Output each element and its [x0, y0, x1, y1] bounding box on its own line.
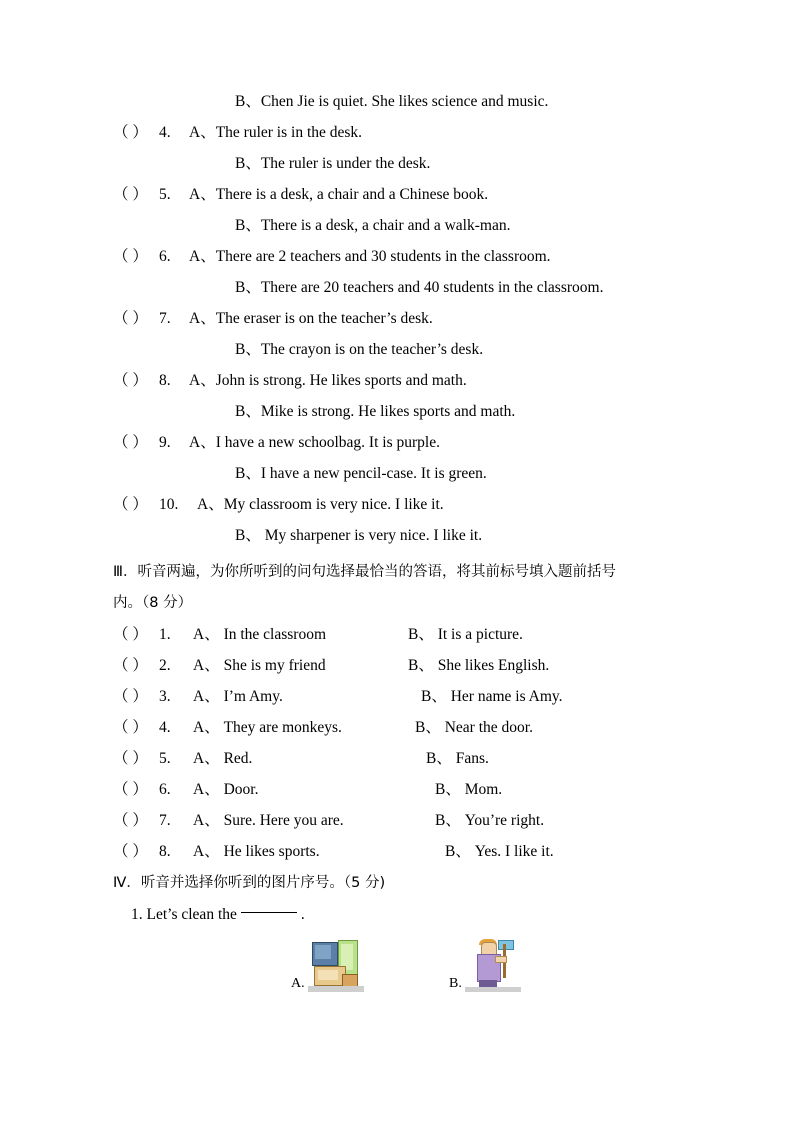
- list-item: [113, 458, 683, 489]
- option-a: A、 She is my friend: [193, 657, 326, 674]
- option-text: B、I have a new pencil-case. It is green.: [235, 465, 487, 482]
- list-item: [113, 712, 683, 743]
- item-number: 3.: [159, 688, 171, 705]
- section-3-heading-line2: 内。（8 分）: [113, 595, 193, 611]
- item-number: 7.: [159, 812, 171, 829]
- option-text: B、The ruler is under the desk.: [235, 155, 431, 172]
- answer-bracket[interactable]: （ ）: [113, 186, 148, 203]
- list-item: [113, 619, 683, 650]
- option-text: A、My classroom is very nice. I like it.: [197, 496, 444, 513]
- list-item: [113, 241, 683, 272]
- option-text: A、There is a desk, a chair and a Chinese book.: [189, 186, 489, 203]
- list-item: [113, 743, 683, 774]
- item-number: 9.: [159, 434, 171, 451]
- item-number: 1.: [159, 626, 171, 643]
- option-b: B、 Fans.: [426, 750, 489, 767]
- answer-bracket[interactable]: （ ）: [113, 812, 148, 829]
- option-a: A、 In the classroom: [193, 626, 327, 643]
- list-item: [113, 272, 683, 303]
- option-b: B、 She likes English.: [408, 657, 550, 674]
- option-text: A、There are 2 teachers and 30 students in the classroom.: [189, 248, 551, 265]
- answer-bracket[interactable]: （ ）: [113, 372, 148, 389]
- option-text: A、John is strong. He likes sports and math.: [189, 372, 467, 389]
- picture-option-b[interactable]: [449, 936, 521, 994]
- option-text: A、The ruler is in the desk.: [189, 124, 363, 141]
- answer-bracket[interactable]: （ ）: [113, 688, 148, 705]
- item-number: 8.: [159, 372, 171, 389]
- list-item: [113, 365, 683, 396]
- section-4-heading-text: Ⅳ．听音并选择你听到的图片序号。（5 分): [113, 875, 386, 891]
- list-item: [113, 334, 683, 365]
- item-number: 5.: [159, 186, 171, 203]
- picture-a-label: A.: [291, 976, 305, 991]
- list-item: [113, 650, 683, 681]
- answer-bracket[interactable]: （ ）: [113, 496, 148, 513]
- picture-b-label: B.: [449, 976, 462, 991]
- item-number: 10.: [159, 496, 179, 513]
- item-number: 5.: [159, 750, 171, 767]
- person-cleaning-image: [465, 936, 521, 994]
- option-a: A、 They are monkeys.: [193, 719, 342, 736]
- item-number: 7.: [159, 310, 171, 327]
- option-b: B、 Near the door.: [415, 719, 533, 736]
- list-item: [113, 117, 683, 148]
- option-text: B、The crayon is on the teacher’s desk.: [235, 341, 484, 358]
- option-a: A、 Door.: [193, 781, 259, 798]
- option-a: A、 Sure. Here you are.: [193, 812, 344, 829]
- item-number: 4.: [159, 719, 171, 736]
- option-text: B、There is a desk, a chair and a walk-man.: [235, 217, 511, 234]
- list-item: [113, 148, 683, 179]
- option-text: A、The eraser is on the teacher’s desk.: [189, 310, 433, 327]
- question-text: 1. Let’s clean the: [131, 906, 237, 923]
- item-number: 4.: [159, 124, 171, 141]
- option-text: A、I have a new schoolbag. It is purple.: [189, 434, 440, 451]
- option-a: A、 Red.: [193, 750, 253, 767]
- answer-bracket[interactable]: （ ）: [113, 781, 148, 798]
- item-number: 6.: [159, 248, 171, 265]
- section-4-pictures: [113, 936, 683, 1032]
- section-3-items: [113, 619, 683, 867]
- option-text: B、 My sharpener is very nice. I like it.: [235, 527, 483, 544]
- option-b: B、 Yes. I like it.: [445, 843, 554, 860]
- section-4-heading: [113, 867, 683, 899]
- list-item: [113, 681, 683, 712]
- picture-option-a[interactable]: [291, 936, 364, 994]
- list-item: [113, 303, 683, 334]
- answer-bracket[interactable]: （ ）: [113, 248, 148, 265]
- section-3-heading-line1: Ⅲ．听音两遍，为你所听到的问句选择最恰当的答语，将其前标号填入题前括号: [113, 564, 616, 580]
- option-text: B、There are 20 teachers and 40 students in the classroom.: [235, 279, 604, 296]
- list-item: [113, 836, 683, 867]
- answer-bracket[interactable]: （ ）: [113, 310, 148, 327]
- item-number: 8.: [159, 843, 171, 860]
- section-2-items: [113, 86, 683, 551]
- option-text: B、Chen Jie is quiet. She likes science and music.: [235, 93, 549, 110]
- list-item: [113, 489, 683, 520]
- question-period: .: [300, 906, 305, 923]
- answer-bracket[interactable]: （ ）: [113, 124, 148, 141]
- option-b: B、 Her name is Amy.: [421, 688, 563, 705]
- option-b: B、 Mom.: [435, 781, 503, 798]
- list-item: [113, 805, 683, 836]
- answer-bracket[interactable]: （ ）: [113, 657, 148, 674]
- item-number: 6.: [159, 781, 171, 798]
- list-item: [113, 520, 683, 551]
- answer-bracket[interactable]: （ ）: [113, 843, 148, 860]
- list-item: [113, 86, 683, 117]
- list-item: [113, 427, 683, 458]
- option-a: A、 He likes sports.: [193, 843, 320, 860]
- section-4-question-1: [113, 899, 683, 930]
- list-item: [113, 179, 683, 210]
- option-a: A、 I’m Amy.: [193, 688, 283, 705]
- classroom-cleaning-image: [308, 936, 364, 994]
- list-item: [113, 774, 683, 805]
- answer-bracket[interactable]: （ ）: [113, 626, 148, 643]
- answer-bracket[interactable]: （ ）: [113, 750, 148, 767]
- answer-bracket[interactable]: （ ）: [113, 719, 148, 736]
- list-item: [113, 396, 683, 427]
- option-b: B、 You’re right.: [435, 812, 545, 829]
- answer-bracket[interactable]: （ ）: [113, 434, 148, 451]
- list-item: [113, 210, 683, 241]
- page-content: [113, 86, 683, 1032]
- answer-blank[interactable]: [241, 899, 297, 913]
- option-text: B、Mike is strong. He likes sports and math.: [235, 403, 516, 420]
- option-b: B、 It is a picture.: [408, 626, 523, 643]
- item-number: 2.: [159, 657, 171, 674]
- section-3-heading: [113, 557, 683, 619]
